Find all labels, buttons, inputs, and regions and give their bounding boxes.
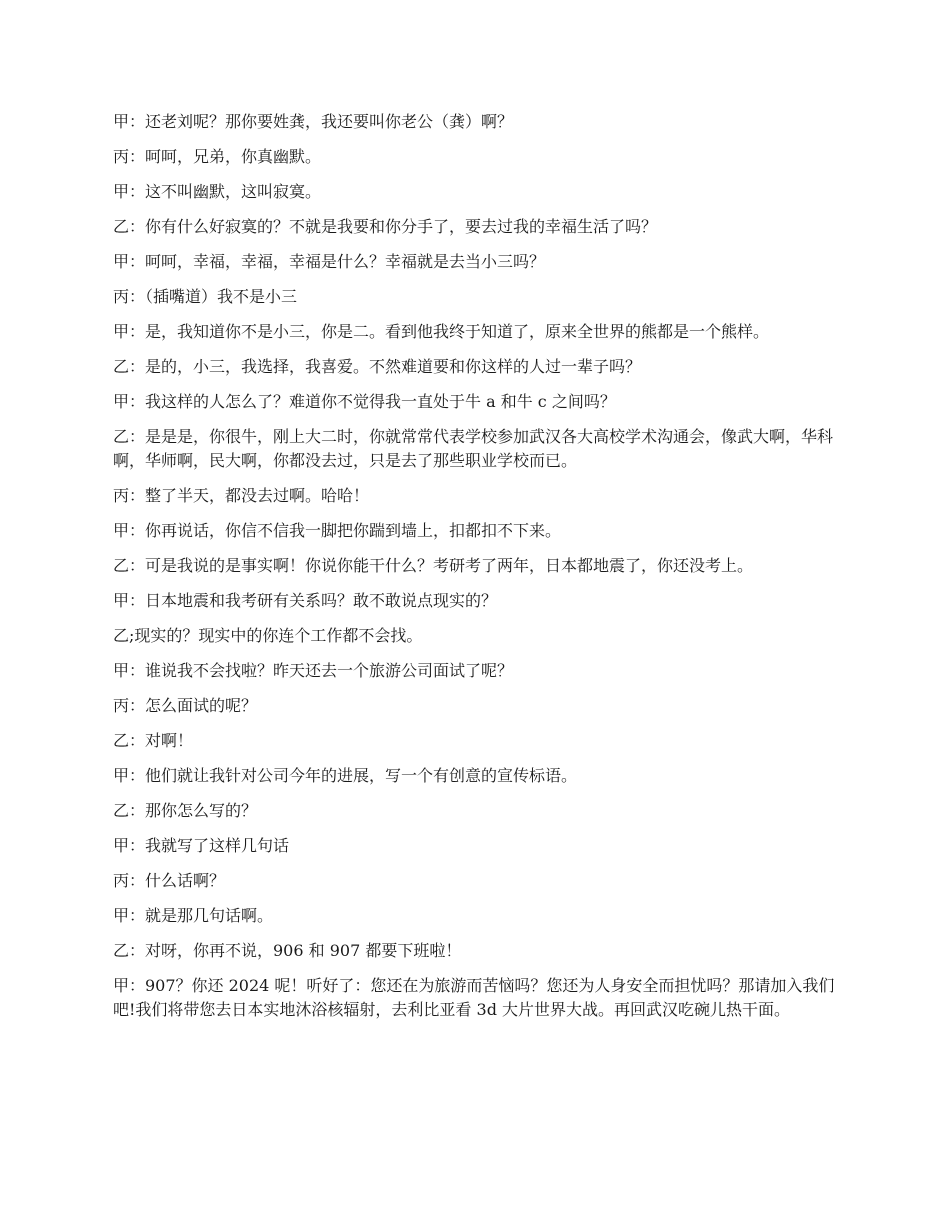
dialogue-line: 丙：什么话啊？ — [113, 871, 226, 890]
dialogue-text — [113, 110, 838, 1022]
dialogue-line: 甲：这不叫幽默，这叫寂寞。 — [113, 182, 322, 201]
dialogue-line: 甲：谁说我不会找啦？昨天还去一个旅游公司面试了呢？ — [113, 661, 514, 680]
dialogue-line: 甲：呵呵，幸福，幸福，幸福是什么？幸福就是去当小三吗？ — [113, 252, 546, 271]
dialogue-line: 乙;现实的？现实中的你连个工作都不会找。 — [113, 626, 423, 645]
dialogue-line: 甲：907？你还 2024 呢！听好了：您还在为旅游而苦恼吗？您还为人身安全而担忧吗？那请加入我们吧!我们将带您去日本实地沐浴核辐射，去利比亚看 3d 大片世界大战。再回武汉吃碗儿热干面。 — [113, 976, 835, 1019]
dialogue-line: 丙：（插嘴道）我不是小三 — [113, 287, 298, 306]
dialogue-line: 乙：可是我说的是事实啊！你说你能干什么？考研考了两年，日本都地震了，你还没考上。 — [113, 556, 754, 575]
dialogue-line: 甲：还老刘呢？那你要姓龚，我还要叫你老公（龚）啊？ — [113, 112, 514, 131]
dialogue-line: 乙：是的，小三，我选择，我喜爱。不然难道要和你这样的人过一辈子吗？ — [113, 357, 642, 376]
dialogue-line: 丙：整了半天，都没去过啊。哈哈！ — [113, 486, 370, 505]
dialogue-line: 乙：你有什么好寂寞的？不就是我要和你分手了，要去过我的幸福生活了吗？ — [113, 217, 658, 236]
dialogue-line: 丙：怎么面试的呢？ — [113, 696, 258, 715]
dialogue-line: 甲：你再说话，你信不信我一脚把你踹到墙上，扣都扣不下来。 — [113, 521, 562, 540]
dialogue-line: 乙：对呀，你再不说，906 和 907 都要下班啦！ — [113, 941, 462, 960]
dialogue-line: 乙：是是是，你很牛，刚上大二时，你就常常代表学校参加武汉各大高校学术沟通会，像武大啊，华科啊，华师啊，民大啊，你都没去过，只是去了那些职业学校而已。 — [113, 427, 834, 470]
dialogue-line: 甲：日本地震和我考研有关系吗？敢不敢说点现实的？ — [113, 591, 498, 610]
dialogue-line: 甲：我就写了这样几句话 — [113, 836, 290, 855]
dialogue-line: 甲：是，我知道你不是小三，你是二。看到他我终于知道了，原来全世界的熊都是一个熊样。 — [113, 322, 770, 341]
dialogue-line: 乙：那你怎么写的？ — [113, 801, 258, 820]
dialogue-line: 甲：就是那几句话啊。 — [113, 906, 274, 925]
dialogue-line: 甲：他们就让我针对公司今年的进展，写一个有创意的宣传标语。 — [113, 766, 578, 785]
dialogue-line: 乙：对啊！ — [113, 731, 194, 750]
dialogue-line: 丙：呵呵，兄弟，你真幽默。 — [113, 147, 322, 166]
dialogue-line: 甲：我这样的人怎么了？难道你不觉得我一直处于牛 a 和牛 c 之间吗？ — [113, 392, 616, 411]
